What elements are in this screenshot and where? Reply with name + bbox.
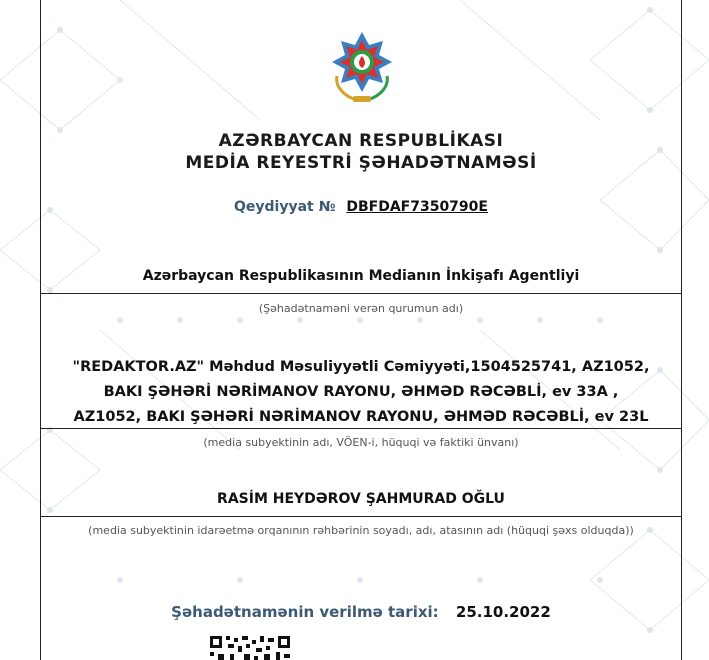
head-person-name: RASİM HEYDƏROV ŞAHMURAD OĞLU [217, 491, 505, 507]
registration-row [40, 199, 682, 215]
issue-date-value: 25.10.2022 [455, 603, 551, 621]
subject-line: BAKI ŞƏHƏRİ NƏRİMANOV RAYONU, ƏHMƏD RƏCƏBLİ, ev 33A , [103, 384, 619, 400]
head-person-caption: (media subyektinin idarəetmə orqanının rəhbərinin soyadı, adı, atasının adı (hüquqi şəxs olduqda)) [88, 524, 634, 537]
title-document: MEDİA REYESTRİ ŞƏHADƏTNAMƏSİ [185, 153, 537, 173]
issue-date-label: Şəhadətnamənin verilmə tarixi: [171, 603, 439, 621]
divider [40, 293, 682, 294]
issuer-caption: (Şəhadətnaməni verən qurumun adı) [258, 302, 464, 315]
registration-label: Qeydiyyat № [234, 199, 336, 215]
divider [40, 428, 682, 429]
subject-caption: (media subyektinin adı, VÖEN-i, hüquqi və faktiki ünvanı) [203, 436, 519, 449]
registration-number: DBFDAF7350790E [346, 199, 488, 215]
subject-details [40, 355, 682, 430]
divider [40, 516, 682, 517]
issue-date-row [40, 603, 682, 621]
state-emblem-icon [329, 28, 395, 106]
subject-line: "REDAKTOR.AZ" Məhdud Məsuliyyətli Cəmiyyəti,1504525741, AZ1052, [72, 359, 650, 375]
title-country: AZƏRBAYCAN RESPUBLİKASI [218, 131, 504, 151]
subject-line: AZ1052, BAKI ŞƏHƏRİ NƏRİMANOV RAYONU, ƏHMƏD RƏCƏBLİ, ev 23L [73, 409, 649, 425]
qr-code-icon [210, 636, 290, 660]
issuer-name: Azərbaycan Respublikasının Medianın İnkişafı Agentliyi [142, 268, 580, 284]
